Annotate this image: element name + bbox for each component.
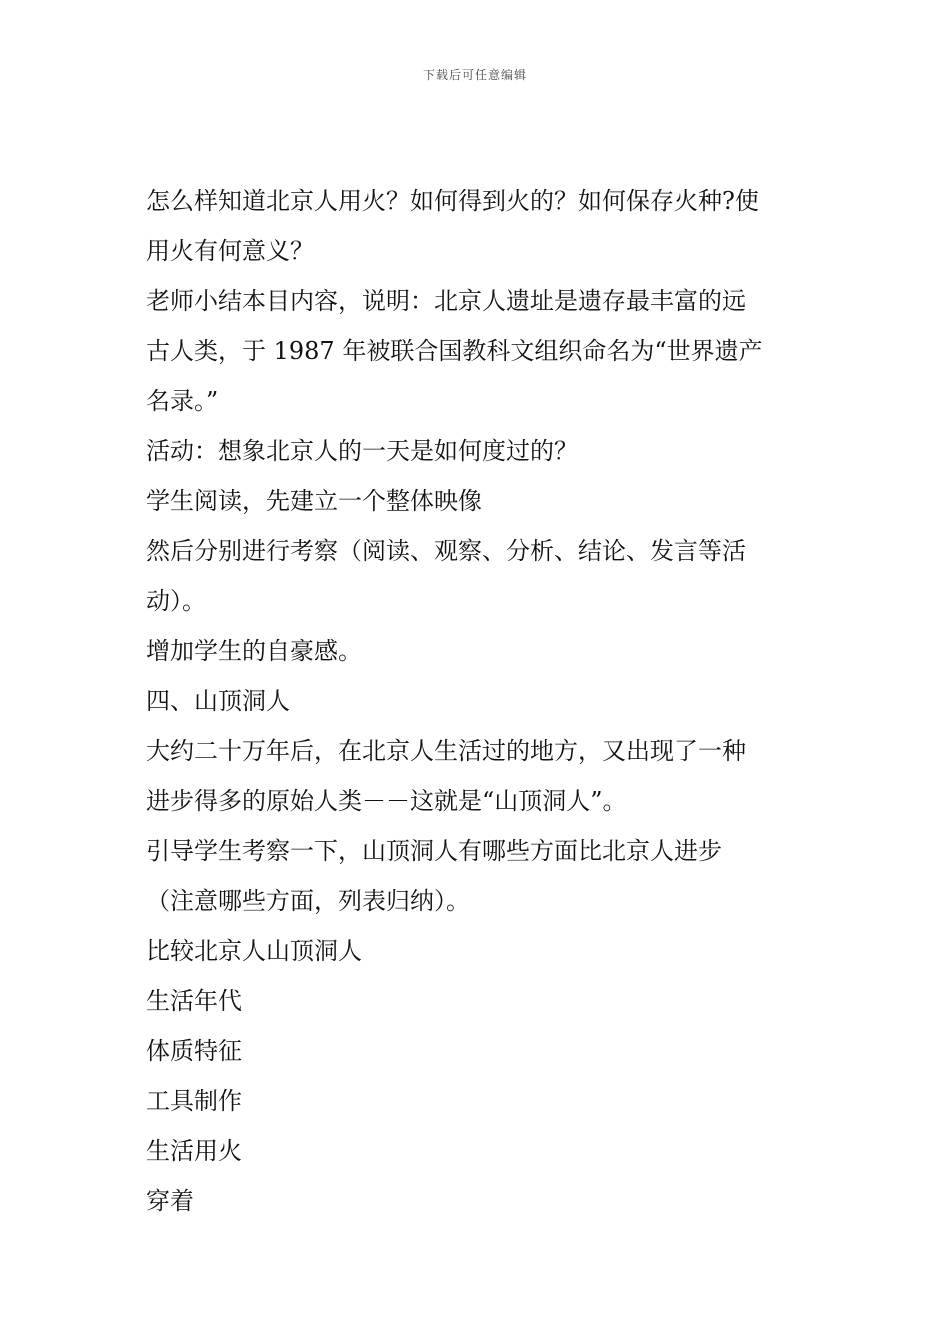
text-line: 老师小结本目内容，说明：北京人遗址是遗存最丰富的远 <box>146 287 746 315</box>
text-line: （注意哪些方面，列表归纳）。 <box>146 887 470 915</box>
text-line: 学生阅读，先建立一个整体映像 <box>146 487 482 515</box>
comparison-item: 穿着 <box>146 1187 194 1215</box>
comparison-header: 比较北京人山顶洞人 <box>146 937 362 965</box>
text-line: 名录。” <box>146 387 219 415</box>
comparison-item: 体质特征 <box>146 1037 242 1065</box>
comparison-item: 生活用火 <box>146 1137 242 1165</box>
text-line: 引导学生考察一下，山顶洞人有哪些方面比北京人进步 <box>146 837 722 865</box>
text-line: 然后分别进行考察（阅读、观察、分析、结论、发言等活 <box>146 537 746 565</box>
text-line: 进步得多的原始人类－－这就是“山顶洞人”。 <box>146 787 627 815</box>
comparison-item: 工具制作 <box>146 1087 242 1115</box>
text-line: 怎么样知道北京人用火？如何得到火的？如何保存火种?使 <box>146 187 759 215</box>
text-line: 活动：想象北京人的一天是如何度过的？ <box>146 437 578 465</box>
document-body <box>146 176 811 1226</box>
comparison-item: 生活年代 <box>146 987 242 1015</box>
text-line: 增加学生的自豪感。 <box>146 637 362 665</box>
text-line: 用火有何意义？ <box>146 237 314 265</box>
text-line: 大约二十万年后，在北京人生活过的地方，又出现了一种 <box>146 737 746 765</box>
page-header: 下载后可任意编辑 <box>422 68 527 82</box>
text-line: 动）。 <box>146 587 206 615</box>
text-line: 古人类，于 1987 年被联合国教科文组织命名为“世界遗产 <box>146 337 763 365</box>
section-heading: 四、山顶洞人 <box>146 687 290 715</box>
